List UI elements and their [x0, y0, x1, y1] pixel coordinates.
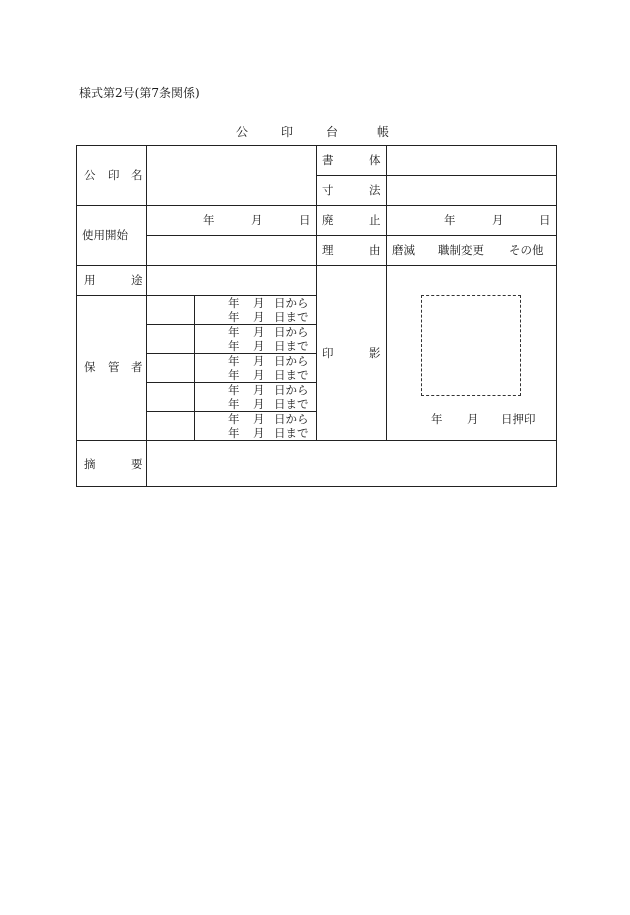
- period-to-day: 日まで: [274, 368, 309, 382]
- label-custodian-1: 保: [84, 360, 96, 374]
- page-title: [236, 123, 396, 139]
- period-to-year: 年: [228, 310, 240, 324]
- remarks-field[interactable]: [147, 441, 556, 486]
- start-month: 月: [251, 213, 263, 227]
- period-to-day: 日まで: [274, 426, 309, 440]
- label-document-1: 書: [322, 153, 334, 167]
- period-to-month: 月: [253, 426, 265, 440]
- period-to-year: 年: [228, 426, 240, 440]
- label-seal-name-1: 公: [84, 168, 96, 182]
- seal-name-field[interactable]: [147, 146, 316, 205]
- period-to-day: 日まで: [274, 339, 309, 353]
- purpose-field[interactable]: [147, 266, 316, 295]
- reason-option-other[interactable]: その他: [509, 243, 544, 257]
- title-char: 公: [236, 125, 249, 139]
- reason-option-reorg[interactable]: 職制変更: [438, 243, 484, 257]
- label-reason-1: 理: [322, 243, 334, 257]
- period-from-day: 日から: [274, 412, 309, 426]
- size-field[interactable]: [387, 176, 556, 205]
- custodian-name-field[interactable]: [147, 296, 194, 324]
- period-from-year: 年: [228, 412, 240, 426]
- period-to-month: 月: [253, 310, 265, 324]
- abolition-month: 月: [492, 213, 504, 227]
- label-custodian-2: 管: [108, 360, 120, 374]
- label-document-2: 体: [369, 153, 381, 167]
- label-start-of-use: 使用開始: [82, 228, 128, 242]
- stamp-month: 月: [467, 412, 479, 426]
- period-from-month: 月: [253, 383, 265, 397]
- custodian-row: [147, 354, 316, 382]
- period-to-day: 日まで: [274, 310, 309, 324]
- label-impression-1: 印: [322, 346, 334, 360]
- period-from-year: 年: [228, 354, 240, 368]
- start-day: 日: [299, 213, 311, 227]
- start-year: 年: [203, 213, 215, 227]
- period-from-year: 年: [228, 383, 240, 397]
- period-from-year: 年: [228, 296, 240, 310]
- title-char: 台: [326, 125, 339, 139]
- period-from-month: 月: [253, 325, 265, 339]
- custodian-name-field[interactable]: [147, 383, 194, 411]
- period-from-month: 月: [253, 354, 265, 368]
- period-from-month: 月: [253, 296, 265, 310]
- reason-option-wear[interactable]: 磨滅: [392, 243, 415, 257]
- label-custodian-3: 者: [131, 360, 143, 374]
- period-to-month: 月: [253, 339, 265, 353]
- custodian-name-field[interactable]: [147, 354, 194, 382]
- label-seal-name-3: 名: [131, 168, 143, 182]
- abolition-day: 日: [539, 213, 551, 227]
- period-from-month: 月: [253, 412, 265, 426]
- period-to-year: 年: [228, 339, 240, 353]
- label-purpose-2: 途: [131, 273, 143, 287]
- title-char: 帳: [377, 125, 390, 139]
- label-remarks-1: 摘: [84, 457, 96, 471]
- custodian-row: [147, 383, 316, 411]
- custodian-row: [147, 296, 316, 324]
- period-to-month: 月: [253, 368, 265, 382]
- period-to-year: 年: [228, 397, 240, 411]
- title-char: 印: [281, 125, 294, 139]
- seal-register-table: [76, 145, 557, 487]
- custodian-row: [147, 325, 316, 353]
- period-to-day: 日まで: [274, 397, 309, 411]
- label-seal-name-2: 印: [108, 168, 120, 182]
- label-impression-2: 影: [369, 346, 381, 360]
- custodian-row: [147, 412, 316, 440]
- label-abolition-2: 止: [369, 213, 381, 227]
- label-remarks-2: 要: [131, 457, 143, 471]
- document-field[interactable]: [387, 146, 556, 175]
- label-size-2: 法: [369, 183, 381, 197]
- label-reason-2: 由: [369, 243, 381, 257]
- label-size-1: 寸: [322, 183, 334, 197]
- period-from-day: 日から: [274, 296, 309, 310]
- period-from-day: 日から: [274, 383, 309, 397]
- period-from-day: 日から: [274, 325, 309, 339]
- start-of-use-extra-field[interactable]: [147, 236, 316, 265]
- custodian-name-field[interactable]: [147, 412, 194, 440]
- period-from-day: 日から: [274, 354, 309, 368]
- stamp-impression-area[interactable]: [421, 295, 521, 396]
- abolition-year: 年: [444, 213, 456, 227]
- label-purpose-1: 用: [84, 273, 96, 287]
- custodian-name-field[interactable]: [147, 325, 194, 353]
- period-from-year: 年: [228, 325, 240, 339]
- stamp-year: 年: [431, 412, 443, 426]
- period-to-month: 月: [253, 397, 265, 411]
- form-number: 様式第2号(第7条関係): [79, 86, 200, 100]
- period-to-year: 年: [228, 368, 240, 382]
- label-abolition-1: 廃: [322, 213, 334, 227]
- stamp-day-label: 日押印: [501, 412, 536, 426]
